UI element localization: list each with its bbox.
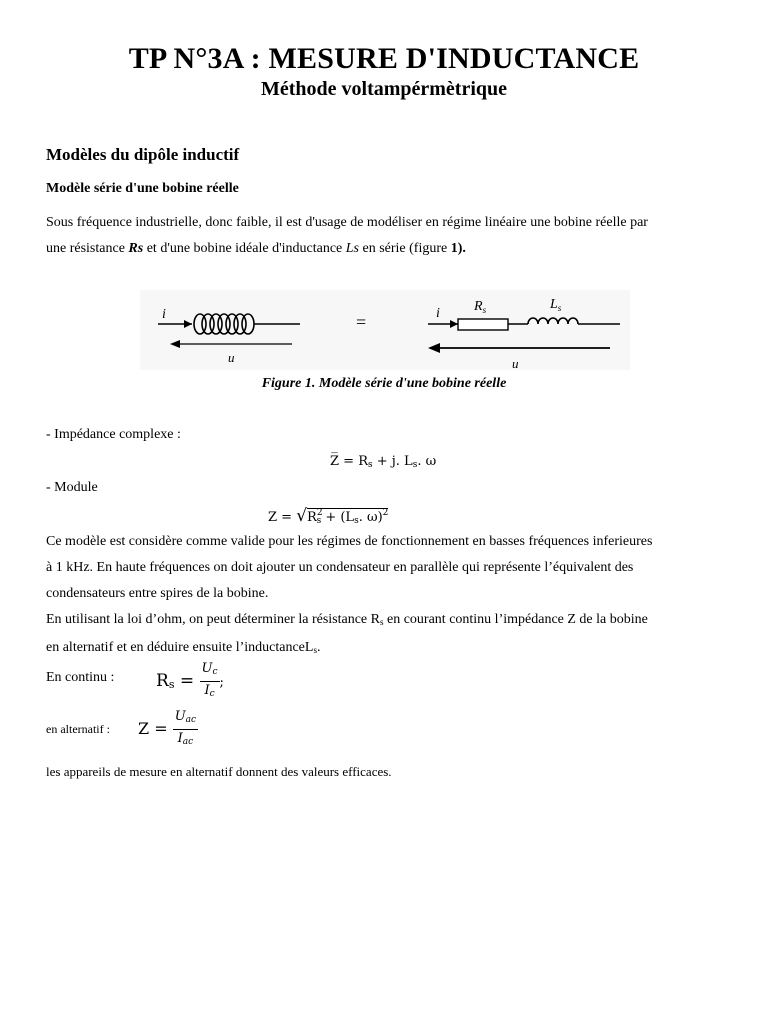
rs-symbol: Rs	[128, 241, 144, 256]
figure-caption: Figure 1. Modèle série d'une bobine réelle	[261, 376, 507, 391]
current-label-left: i	[162, 307, 166, 322]
section-heading: Modèles du dipôle inductif	[46, 145, 240, 164]
equals-sign: =	[356, 312, 367, 332]
voltage-label-right: u	[512, 356, 519, 370]
resistor-icon	[458, 319, 508, 330]
page-subtitle: Méthode voltampérmètrique	[260, 78, 508, 100]
continu-formula: Rs = $\frac{U_c}{I_c}$ ;	[156, 661, 224, 699]
ohm-law-line-2: en alternatif et en déduire ensuite l’inductanceL$_s$.	[46, 640, 321, 655]
resistor-label: $R_s$	[474, 299, 487, 315]
alternatif-label: en alternatif :	[46, 722, 110, 736]
page-title: TP N°3A : MESURE D'INDUCTANCE	[128, 42, 640, 75]
circuit-figure	[140, 290, 630, 370]
alternatif-formula: Z = $\frac{U_{ac}}{I_{ac}}$	[138, 709, 197, 747]
ohm-law-line-1: En utilisant la loi d’ohm, on peut déterminer la résistance $R_s$ en courant continu l’impédance Z de la bobine	[46, 612, 648, 627]
impedance-formula: Z̅ = $R_s + j$. $L_s$. ω	[330, 454, 437, 470]
inductor-label: $L_s$	[550, 297, 562, 313]
current-label-right: i	[436, 306, 440, 321]
voltage-label-left: u	[228, 350, 235, 365]
impedance-label: - Impédance complexe :	[46, 427, 181, 442]
continu-label: En continu :	[46, 670, 115, 685]
ls-symbol: Ls	[345, 241, 359, 256]
intro-line-2: une résistance Rs et d'une bobine idéale d'inductance Ls en série (figure 1).	[46, 241, 466, 256]
final-note: les appareils de mesure en alternatif donnent des valeurs efficaces.	[46, 764, 392, 779]
intro-line-1: Sous fréquence industrielle, donc faible, il est d'usage de modéliser en régime linéaire une bobine réelle par	[46, 215, 648, 230]
subsection-heading: Modèle série d'une bobine réelle	[46, 181, 239, 196]
intro-paragraph	[46, 210, 726, 262]
validity-paragraph: Ce modèle est considère comme valide pour les régimes de fonctionnement en basses fréquences inferieures à 1 kHz. En haute fréquences on doit ajouter un condensateur en parallèle qui représente l’équivalent des condensateurs entre spires de la bobine. En utilisant la loi d’ohm, on peut déterminer la résistance $R_s$ en courant continu l’impédance Z de la bobine en alternatif et en déduire ensuite l’inductanceL$_s$.	[46, 529, 726, 663]
module-formula: $Z = √R^2_s + (L_s$. ω)$^2$	[268, 506, 389, 526]
module-label: - Module	[46, 480, 98, 495]
